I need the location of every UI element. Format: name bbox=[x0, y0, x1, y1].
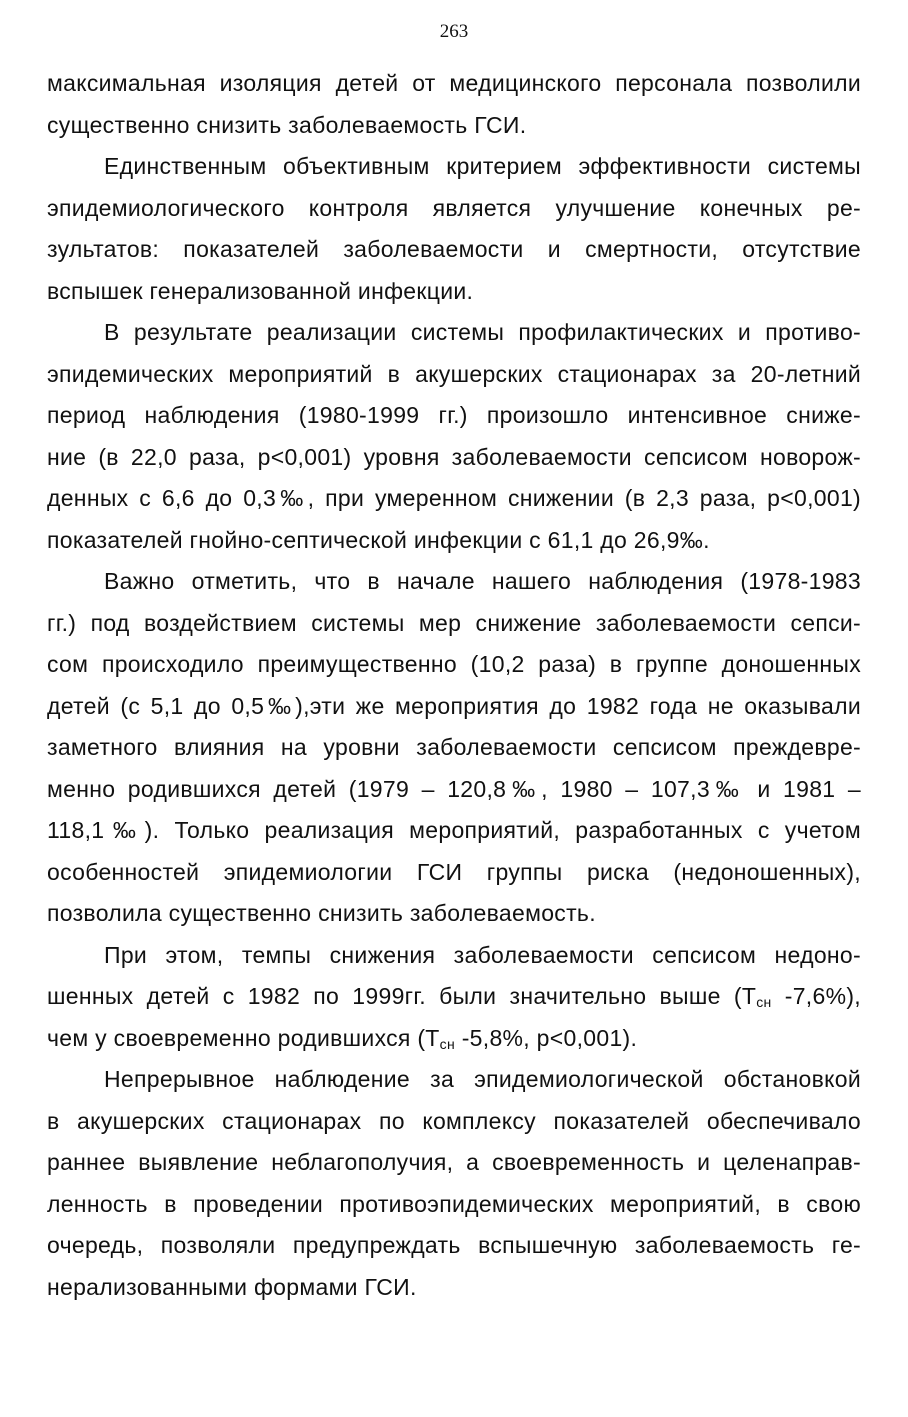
text-segment: -7,6%), bbox=[771, 983, 861, 1009]
text-line: При этом, темпы снижения заболеваемости сепсисом недоно- bbox=[104, 941, 861, 968]
text-line: нерализованными формами ГСИ. bbox=[47, 1273, 417, 1300]
document-body bbox=[47, 63, 861, 1308]
text-line: зультатов: показателей заболеваемости и смертности, отсутствие bbox=[47, 236, 861, 262]
text-line: ленность в проведении противоэпидемических мероприятий, в свою bbox=[47, 1190, 861, 1217]
paragraph bbox=[47, 63, 861, 146]
paragraph bbox=[47, 1059, 861, 1308]
text-line: эпидемиологического контроля является улучшение конечных ре- bbox=[47, 194, 861, 221]
text-line: существенно снизить заболеваемость ГСИ. bbox=[47, 111, 527, 138]
text-line: ние (в 22,0 раза, р<0,001) уровня заболеваемости сепсисом новорож- bbox=[47, 443, 861, 470]
text-line: очередь, позволяли предупреждать вспышечную заболеваемость ге- bbox=[47, 1232, 861, 1258]
text-line: заметного влияния на уровни заболеваемости сепсисом преждевре- bbox=[47, 734, 861, 760]
text-line: раннее выявление неблагополучия, а своевременность и целенаправ- bbox=[47, 1149, 861, 1175]
text-line: в акушерских стационарах по комплексу показателей обеспечивало bbox=[47, 1107, 861, 1134]
text-line: Непрерывное наблюдение за эпидемиологической обстановкой bbox=[104, 1066, 861, 1092]
text-line: гг.) под воздействием системы мер снижение заболеваемости сепси- bbox=[47, 609, 861, 636]
text-line: вспышек генерализованной инфекции. bbox=[47, 277, 474, 304]
paragraph bbox=[47, 146, 861, 312]
text-segment: чем у своевременно родившихся (Т bbox=[47, 1024, 440, 1051]
text-line: Единственным объективным критерием эффективности системы bbox=[104, 153, 861, 179]
paragraph bbox=[47, 312, 861, 561]
text-line: менно родившихся детей (1979 – 120,8‰, 1980 – 107,3‰ и 1981 – bbox=[47, 775, 861, 802]
text-line: сом происходило преимущественно (10,2 раза) в группе доношенных bbox=[47, 651, 861, 677]
text-line: 118,1‰). Только реализация мероприятий, разработанных с учетом bbox=[47, 817, 861, 843]
paragraph bbox=[47, 935, 861, 1060]
page-number: 263 bbox=[439, 21, 469, 42]
text-segment: шенных детей с 1982 по 1999гг. были значительно выше (Т bbox=[47, 983, 757, 1009]
text-line: показателей гнойно-септической инфекции с 61,1 до 26,9‰. bbox=[47, 526, 710, 553]
text-line bbox=[47, 976, 861, 1018]
text-line: эпидемических мероприятий в акушерских стационарах за 20-летний bbox=[47, 360, 861, 387]
text-line bbox=[47, 1018, 861, 1060]
subscript: сн bbox=[756, 994, 772, 1010]
text-line: период наблюдения (1980-1999 гг.) произошло интенсивное сниже- bbox=[47, 402, 861, 428]
text-line: максимальная изоляция детей от медицинского персонала позволили bbox=[47, 70, 861, 96]
text-segment: -5,8%, р<0,001). bbox=[455, 1024, 638, 1051]
text-line: денных с 6,6 до 0,3‰, при умеренном снижении (в 2,3 раза, р<0,001) bbox=[47, 485, 861, 511]
text-line: В результате реализации системы профилактических и противо- bbox=[104, 319, 861, 345]
subscript: сн bbox=[439, 1035, 456, 1052]
text-line: детей (с 5,1 до 0,5‰),эти же мероприятия до 1982 года не оказывали bbox=[47, 692, 861, 719]
paragraph bbox=[47, 561, 861, 935]
text-line: особенностей эпидемиологии ГСИ группы риска (недоношенных), bbox=[47, 858, 861, 885]
text-line: Важно отметить, что в начале нашего наблюдения (1978-1983 bbox=[104, 568, 861, 594]
text-line: позволила существенно снизить заболеваемость. bbox=[47, 900, 596, 926]
